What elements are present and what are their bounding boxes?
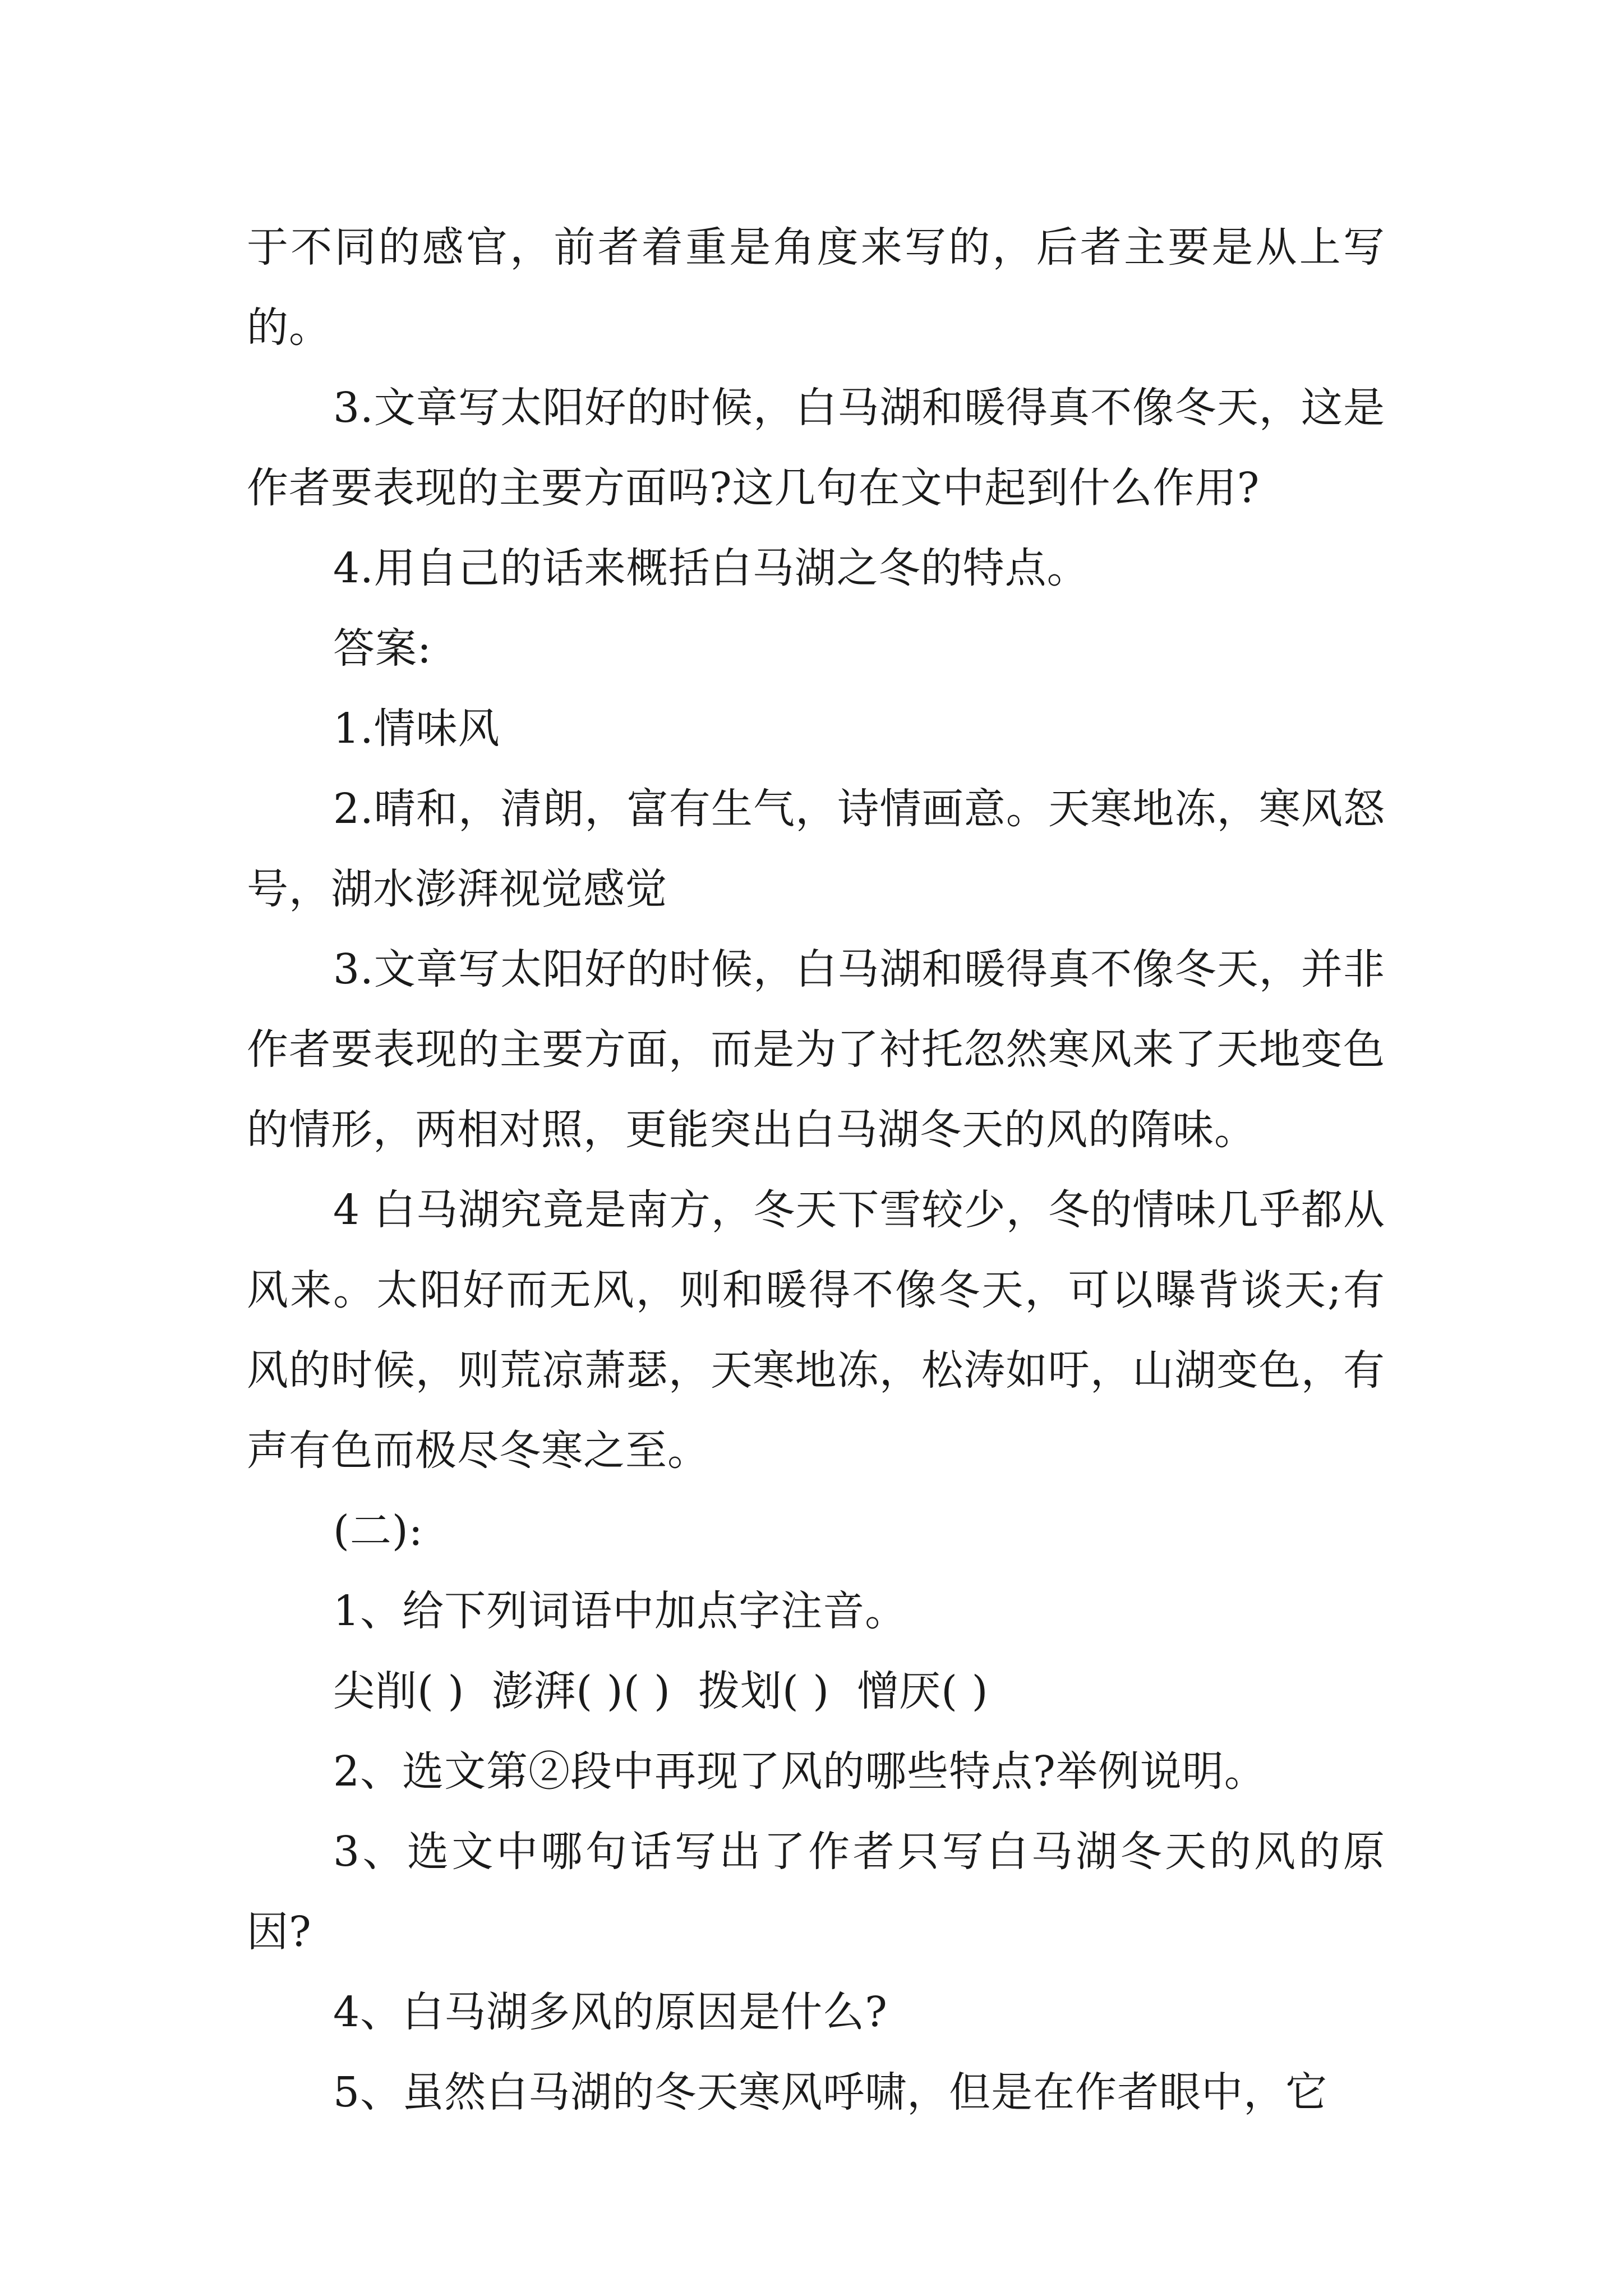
answer-heading: 答案: <box>333 624 432 673</box>
answer-2: 2.晴和，清朗，富有生气，诗情画意。天寒地冻，寒风怒号，湖水澎湃视觉感觉 <box>247 785 1385 913</box>
section-2-question-5: 5、虽然白马湖的冬天寒风呼啸，但是在作者眼中，它 <box>333 2068 1328 2116</box>
question-3: 3.文章写太阳好的时候，白马湖和暖得真不像冬天，这是作者要表现的主要方面吗?这几句在文中起到什么作用? <box>247 384 1385 512</box>
paragraph-0: 于不同的感官，前者着重是角度来写的，后者主要是从上写的。 <box>247 223 1385 352</box>
section-2-question-2: 2、选文第②段中再现了风的哪些特点?举例说明。 <box>333 1747 1266 1796</box>
question-4: 4.用自己的话来概括白马湖之冬的特点。 <box>333 544 1089 592</box>
answer-4: 4 白马湖究竟是南方，冬天下雪较少，冬的情味几乎都从风来。太阳好而无风，则和暖得不像冬天，可以曝背谈天;有风的时候，则荒凉萧瑟，天寒地冻，松涛如吁，山湖变色，有声有色而极尽冬寒之至。 <box>247 1186 1385 1475</box>
answer-3: 3.文章写太阳好的时候，白马湖和暖得真不像冬天，并非作者要表现的主要方面，而是为了衬托忽然寒风来了天地变色的情形，两相对照，更能突出白马湖冬天的风的隋味。 <box>247 945 1385 1154</box>
answer-1: 1.情味风 <box>333 705 500 753</box>
section-2-heading: (二): <box>333 1507 423 1555</box>
section-2-question-4: 4、白马湖多风的原因是什么? <box>333 1988 888 2036</box>
pinyin-blanks: 尖削( ) 澎湃( )( ) 拨划( ) 憎厌( ) <box>333 1667 989 1715</box>
document-body <box>247 208 1385 2133</box>
section-2-question-1: 1、给下列词语中加点字注音。 <box>333 1587 907 1635</box>
section-2-question-3: 3、选文中哪句话写出了作者只写白马湖冬天的风的原因? <box>247 1828 1385 1956</box>
